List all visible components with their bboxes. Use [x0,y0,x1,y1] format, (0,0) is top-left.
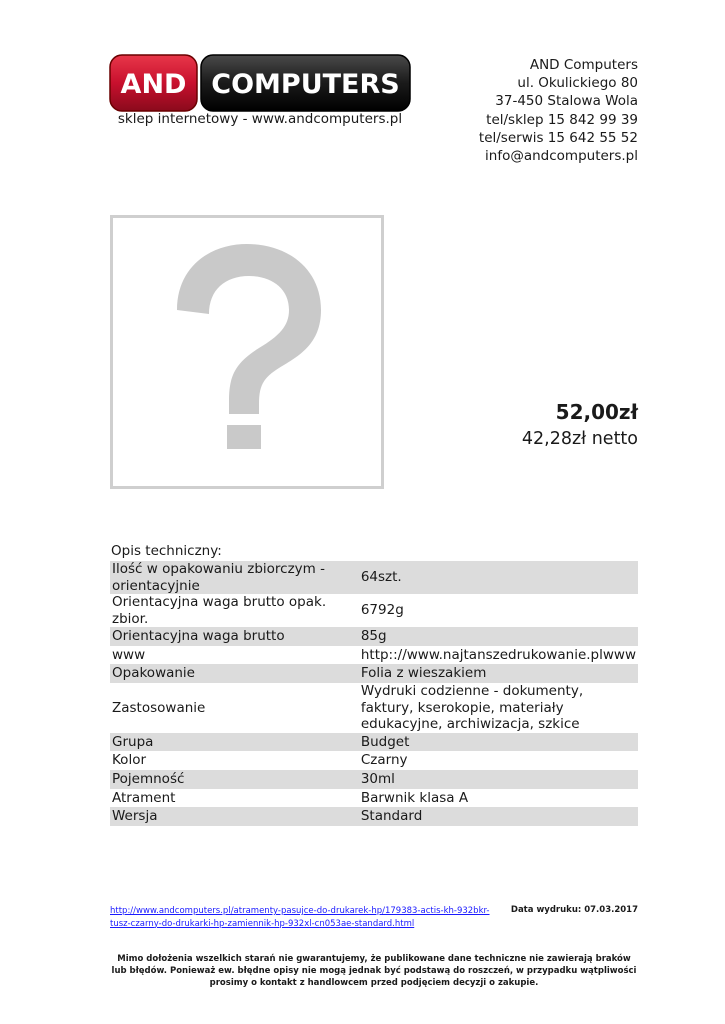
spec-value: Czarny [360,752,408,769]
spec-key: Ilość w opakowaniu zbiorczym - orientacyjnie [110,561,359,594]
spec-key: Opakowanie [110,664,359,683]
spec-key: Orientacyjna waga brutto [110,627,359,646]
company-logo [109,54,411,112]
spec-key: Kolor [112,752,147,769]
spec-heading: Opis techniczny: [111,543,222,559]
product-url [110,905,490,930]
company-name: AND Computers [529,57,638,73]
spec-value: Wydruki codzienne - dokumenty, faktury, kserokopie, materiały edukacyjne, archiwizacja, szkice [360,683,584,733]
spec-table [110,561,638,826]
price-gross: 52,00zł [555,400,638,424]
spec-key: Pojemność [110,770,359,789]
spec-value: 64szt. [359,561,638,594]
price-net: 42,28zł netto [521,429,638,449]
spec-value: 85g [359,627,638,646]
spec-row [110,646,638,665]
spec-value: http:://www.najtanszedrukowanie.plwww [360,646,636,663]
product-url-link[interactable]: http://www.andcomputers.pl/atramenty-pasujce-do-drukarek-hp/179383-actis-kh-932bkr-tusz-czarny-do-drukarki-hp-zamiennik-hp-932xl-cn053ae-standard.html [110,906,490,929]
spec-row [110,751,638,770]
spec-key: www [112,646,146,663]
company-street: ul. Okulickiego 80 [517,75,638,92]
spec-row [110,789,638,808]
company-phone-service: tel/serwis 15 642 55 52 [478,129,638,146]
spec-key: Grupa [110,733,359,752]
print-date: Data wydruku: 07.03.2017 [510,905,638,915]
spec-value: 6792g [360,602,404,619]
spec-value: Budget [359,733,638,752]
spec-value: Folia z wieszakiem [359,664,638,683]
spec-row [110,683,638,733]
spec-value: Standard [359,807,638,826]
logo-tagline: sklep internetowy - www.andcomputers.pl [117,111,403,127]
product-image-placeholder [110,215,384,489]
logo-graphic [109,54,411,112]
company-email: info@andcomputers.pl [485,148,638,165]
spec-key: Wersja [110,807,359,826]
spec-key: Zastosowanie [112,699,206,716]
spec-row [110,770,638,789]
spec-key: Atrament [112,789,176,806]
company-phone-shop: tel/sklep 15 842 99 39 [486,111,638,128]
spec-row [110,664,638,683]
question-mark-placeholder-icon [113,218,381,486]
spec-row [110,594,638,627]
price-block [522,399,638,453]
spec-row [110,561,638,594]
spec-row [110,807,638,826]
disclaimer: Mimo dołożenia wszelkich starań nie gwarantujemy, że publikowane dane techniczne nie zawierają braków lub błędów. Ponieważ ew. błędne opisy nie mogą jednak być podstawą do roszczeń, w przypadku wątpliwości prosimy o kontakt z handlowcem przed podjęciem decyzji o zakupie. [111,954,637,989]
logo-word-and: AND [120,69,187,100]
spec-value: Barwnik klasa A [360,789,469,806]
spec-row [110,627,638,646]
company-info [479,56,638,165]
spec-row [110,733,638,752]
spec-key: Orientacyjna waga brutto opak. zbior. [112,594,327,627]
logo-word-computers: COMPUTERS [211,69,400,100]
company-city: 37-450 Stalowa Wola [495,93,638,110]
spec-value: 30ml [359,770,638,789]
